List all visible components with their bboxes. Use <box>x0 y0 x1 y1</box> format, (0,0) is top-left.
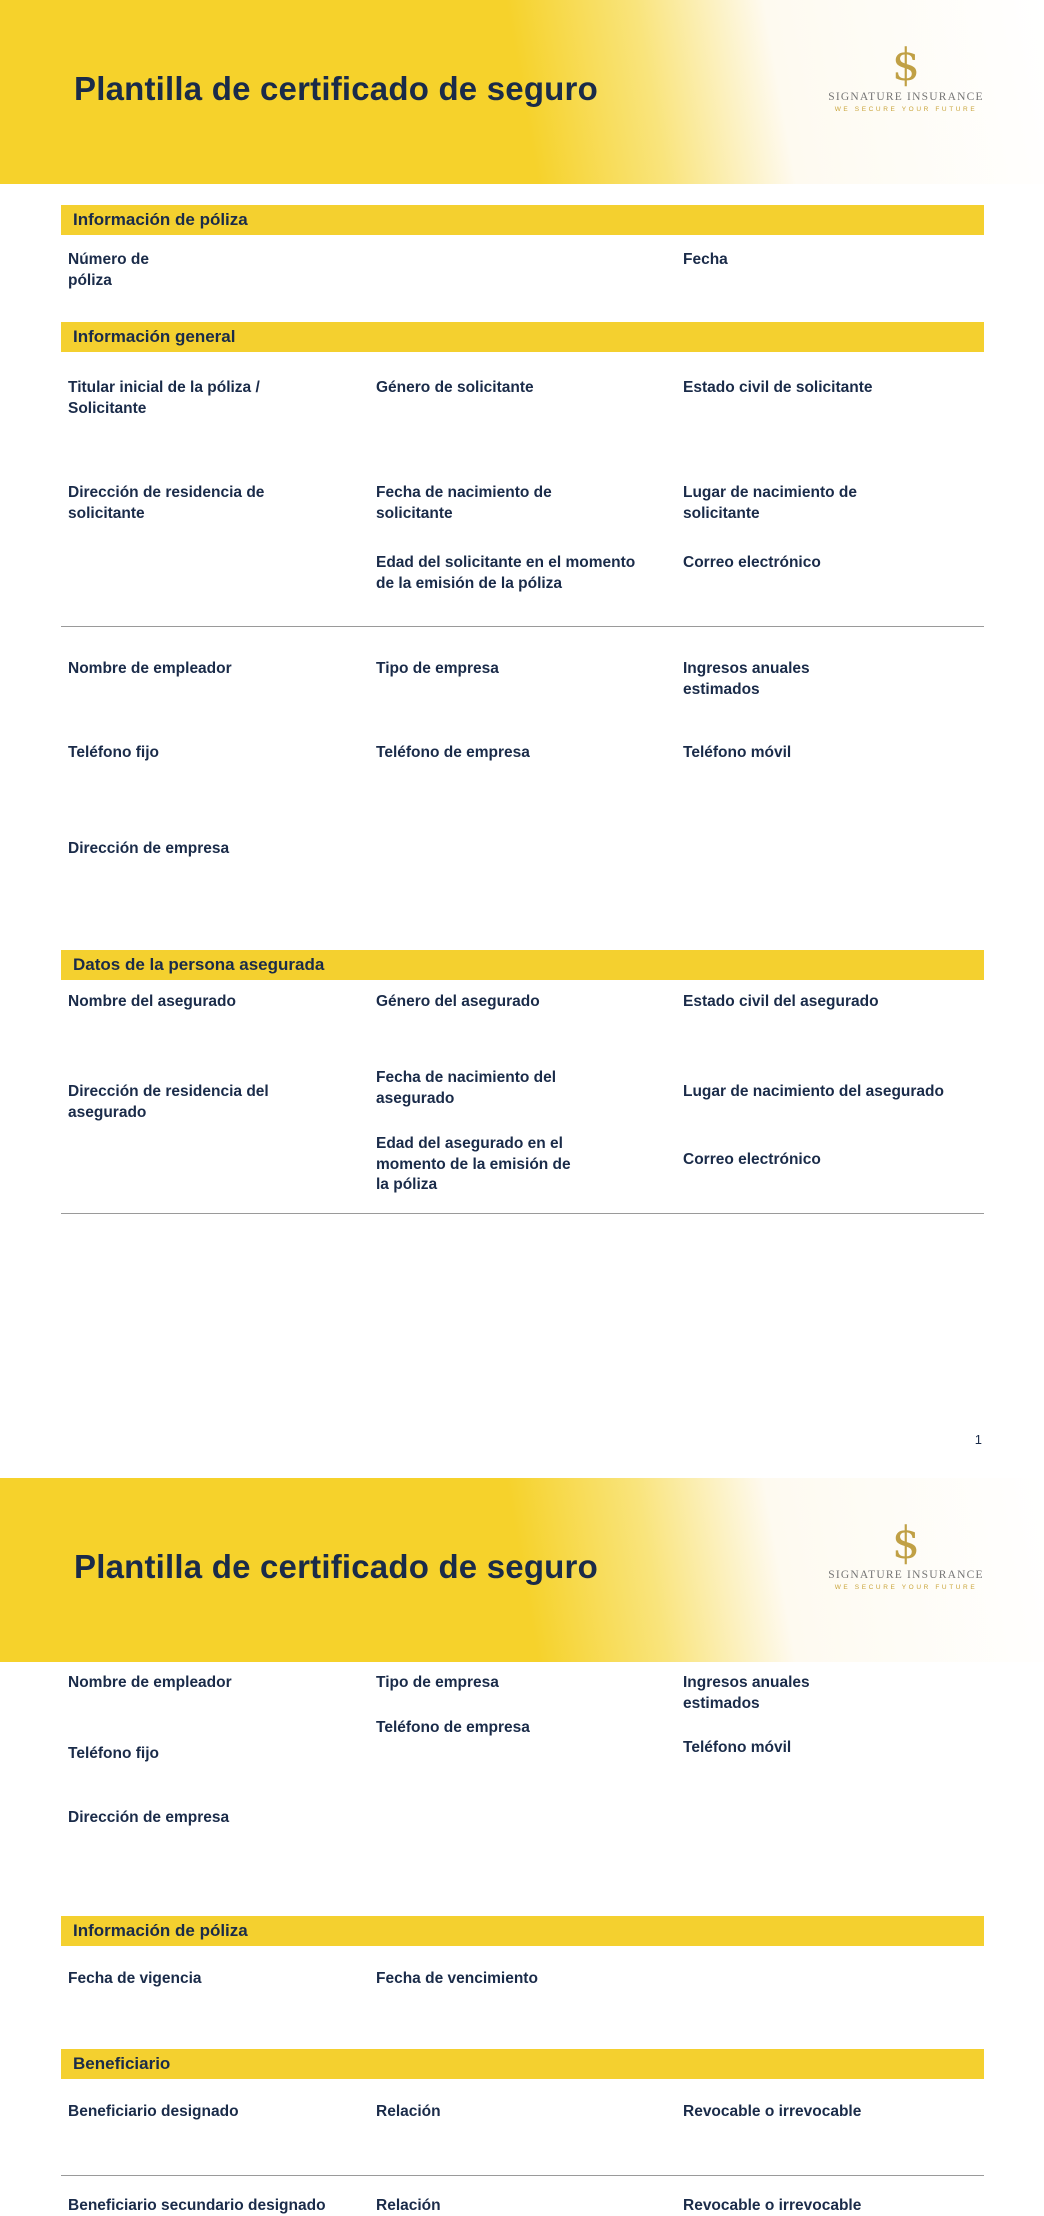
section-divider <box>61 2175 984 2176</box>
field-label-insured-email: Correo electrónico <box>683 1151 821 1168</box>
field-label-beneficiary-revocable: Revocable o irrevocable <box>683 2103 862 2120</box>
field-label-secondary-revocable: Revocable o irrevocable <box>683 2197 862 2214</box>
field-label-beneficiary-designated: Beneficiario designado <box>68 2103 239 2120</box>
dollar-monogram-icon: $ <box>892 40 920 91</box>
section-bar-general-info: Información general <box>61 322 984 352</box>
field-label-applicant-email: Correo electrónico <box>683 554 821 571</box>
field-label-company-phone: Teléfono de empresa <box>376 744 530 761</box>
brand-tagline: WE SECURE YOUR FUTURE <box>834 105 978 113</box>
header-band <box>0 1478 1044 1662</box>
field-label-policy-number: Número de póliza <box>68 251 149 289</box>
section-bar-insured-info: Datos de la persona asegurada <box>61 950 984 980</box>
field-label-expiry-date: Fecha de vencimiento <box>376 1970 538 1987</box>
brand-name: SIGNATURE INSURANCE <box>828 90 984 103</box>
field-label-insured-address: Dirección de residencia del asegurado <box>68 1083 269 1121</box>
field-label-insured-name: Nombre del asegurado <box>68 993 236 1010</box>
field-label-insured-age: Edad del asegurado en el momento de la emisión de la póliza <box>376 1135 571 1194</box>
field-label-landline: Teléfono fijo <box>68 1745 159 1762</box>
field-label-mobile: Teléfono móvil <box>683 744 792 761</box>
field-label-date: Fecha <box>683 251 728 268</box>
brand-name: SIGNATURE INSURANCE <box>828 1568 984 1581</box>
field-label-company-type: Tipo de empresa <box>376 1674 499 1691</box>
field-label-applicant-gender: Género de solicitante <box>376 379 534 396</box>
field-label-employer-name: Nombre de empleador <box>68 660 232 677</box>
field-label-effective-date: Fecha de vigencia <box>68 1970 202 1987</box>
page-title: Plantilla de certificado de seguro <box>74 1548 598 1585</box>
field-label-applicant-address: Dirección de residencia de solicitante <box>68 484 265 522</box>
field-label-company-type: Tipo de empresa <box>376 660 499 677</box>
field-label-insured-birthplace: Lugar de nacimiento del asegurado <box>683 1083 944 1100</box>
field-label-insured-gender: Género del asegurado <box>376 993 540 1010</box>
field-label-initial-holder: Titular inicial de la póliza / Solicitante <box>68 379 260 417</box>
field-label-beneficiary-relationship: Relación <box>376 2103 441 2120</box>
field-label-employer-name: Nombre de empleador <box>68 1674 232 1691</box>
field-label-applicant-marital: Estado civil de solicitante <box>683 379 873 396</box>
section-divider <box>61 626 984 627</box>
field-label-mobile: Teléfono móvil <box>683 1739 792 1756</box>
company-logo <box>824 40 988 113</box>
field-label-insured-marital: Estado civil del asegurado <box>683 993 879 1010</box>
page-title: Plantilla de certificado de seguro <box>74 70 598 107</box>
field-label-estimated-income: Ingresos anuales estimados <box>683 1674 810 1712</box>
section-bar-beneficiary: Beneficiario <box>61 2049 984 2079</box>
section-bar-policy-info: Información de póliza <box>61 1916 984 1946</box>
section-bar-policy-info: Información de póliza <box>61 205 984 235</box>
field-label-company-phone: Teléfono de empresa <box>376 1719 530 1736</box>
field-label-applicant-birthdate: Fecha de nacimiento de solicitante <box>376 484 552 522</box>
page-number: 1 <box>974 1432 982 1447</box>
field-label-applicant-age: Edad del solicitante en el momento de la emisión de la póliza <box>376 554 636 592</box>
field-label-company-address: Dirección de empresa <box>68 1809 230 1826</box>
field-label-applicant-birthplace: Lugar de nacimiento de solicitante <box>683 484 857 522</box>
section-divider <box>61 1213 984 1214</box>
dollar-monogram-icon: $ <box>892 1518 920 1569</box>
field-label-insured-birthdate: Fecha de nacimiento del asegurado <box>376 1069 557 1107</box>
field-label-estimated-income: Ingresos anuales estimados <box>683 660 810 698</box>
field-label-landline: Teléfono fijo <box>68 744 159 761</box>
field-label-company-address: Dirección de empresa <box>68 840 230 857</box>
field-label-secondary-relationship: Relación <box>376 2197 441 2214</box>
field-label-secondary-beneficiary: Beneficiario secundario designado <box>68 2197 326 2214</box>
header-band <box>0 0 1044 184</box>
document-page-2 <box>0 1478 1044 2216</box>
brand-tagline: WE SECURE YOUR FUTURE <box>834 1583 978 1591</box>
company-logo <box>824 1518 988 1591</box>
